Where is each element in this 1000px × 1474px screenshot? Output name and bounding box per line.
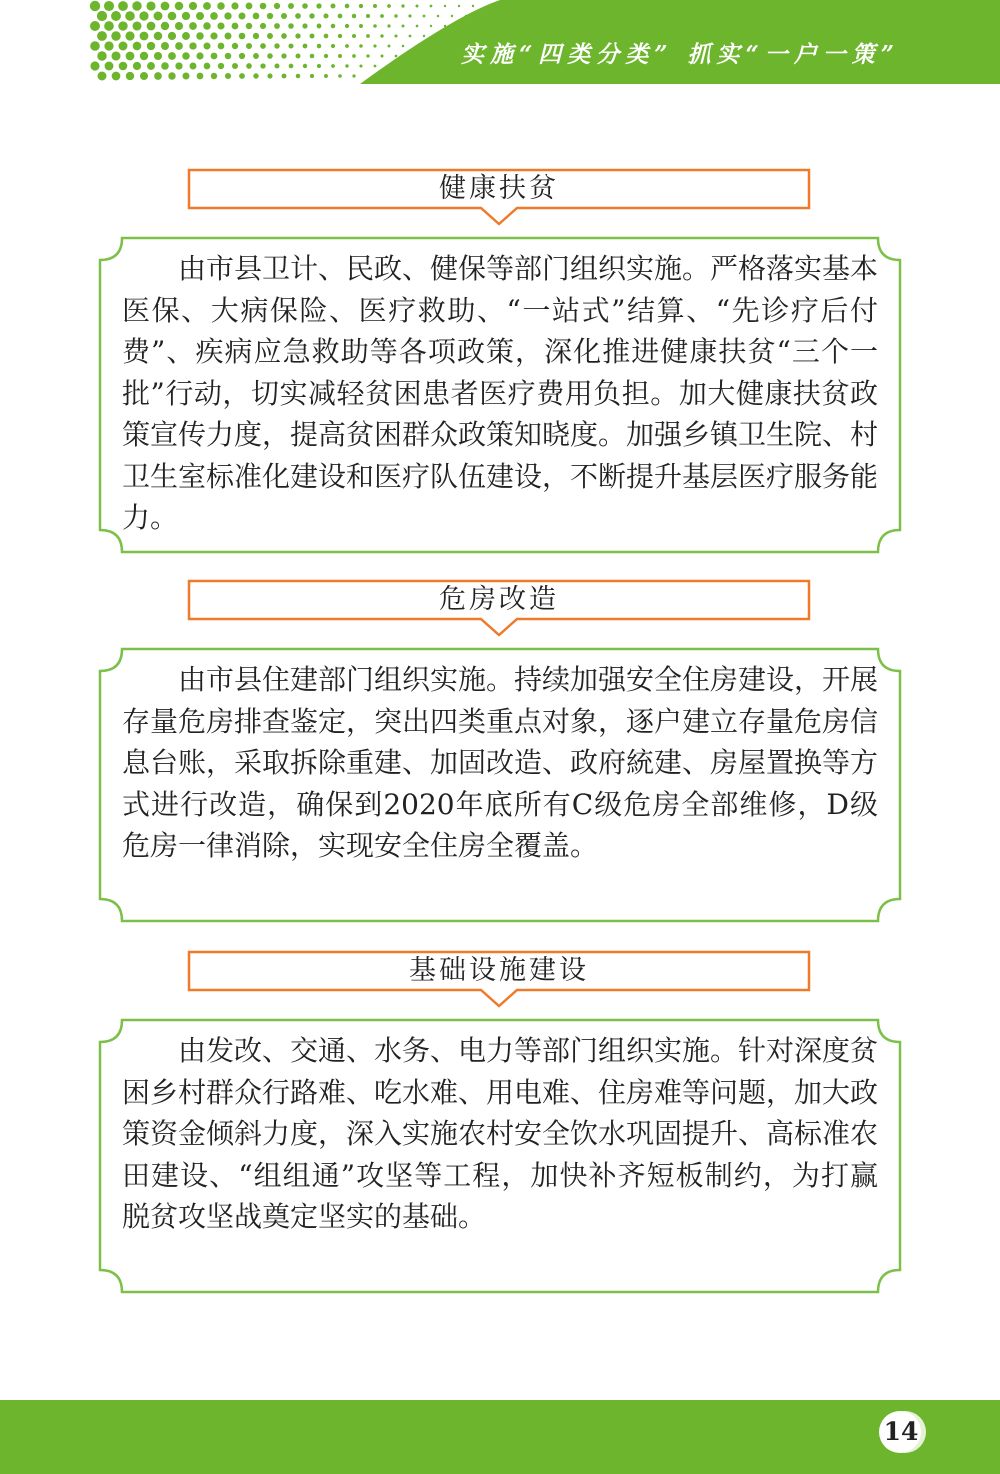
section-title: 健康扶贫 <box>439 173 559 204</box>
section-body-box-health <box>98 236 902 554</box>
header-band <box>0 0 1000 84</box>
footer-band <box>0 1400 1000 1474</box>
section-title: 基础设施建设 <box>409 955 589 986</box>
section-header-infrastructure <box>187 950 811 992</box>
section-body-box-housing <box>98 647 902 923</box>
header-title: 实施“四类分类” 抓实“一户一策” <box>461 41 900 68</box>
section-body-text: 由市县卫计、民政、健保等部门组织实施。严格落实基本医保、大病保险、医疗救助、“一站式”结算、“先诊疗后付费”、疾病应急救助等各项政策，深化推进健康扶贫“三个一批”行动，切实减轻贫困患者医疗费用负担。加大健康扶贫政策宣传力度，提高贫困群众政策知晓度。加强乡镇卫生院、村卫生室标准化建设和医疗队伍建设，不断提升基层医疗服务能力。 <box>122 252 879 534</box>
section-header-housing <box>187 579 811 621</box>
section-header-health <box>187 168 811 210</box>
section-body-text: 由市县住建部门组织实施。持续加强安全住房建设，开展存量危房排查鉴定，突出四类重点对象，逐户建立存量危房信息台账，采取拆除重建、加固改造、政府統建、房屋置换等方式进行改造，确保到2020年底所有C级危房全部维修，D级危房一律消除，实现安全住房全覆盖。 <box>122 663 879 862</box>
section-body-box-infrastructure <box>98 1018 902 1294</box>
page-number: 14 <box>883 1417 919 1446</box>
section-title: 危房改造 <box>439 584 559 615</box>
section-body-text: 由发改、交通、水务、电力等部门组织实施。针对深度贫困乡村群众行路难、吃水难、用电难、住房难等问题，加大政策资金倾斜力度，深入实施农村安全饮水巩固提升、高标准农田建设、“组组通”攻坚等工程，加快补齐短板制约，为打赢脱贫攻坚战奠定坚实的基础。 <box>122 1034 879 1233</box>
page-number-badge <box>875 1410 929 1454</box>
